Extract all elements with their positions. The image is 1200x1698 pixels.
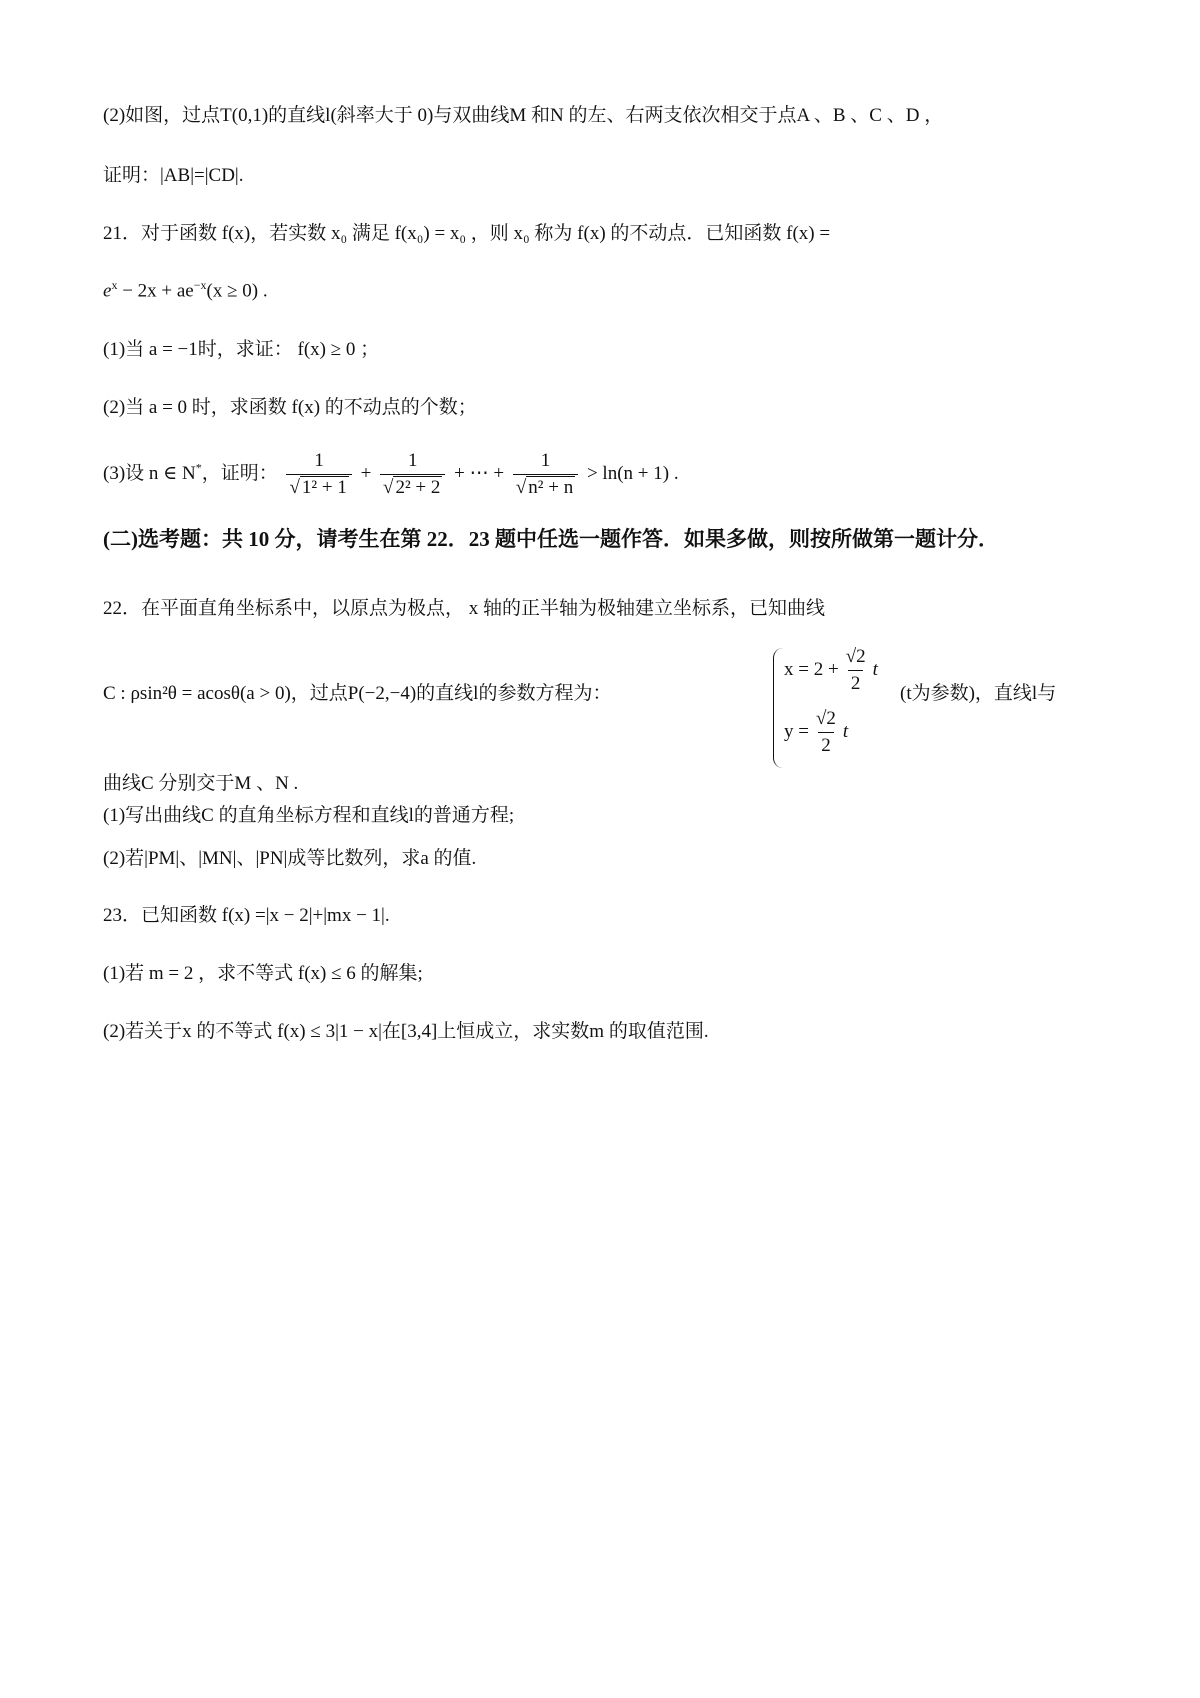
den: 1² + 1 xyxy=(301,477,347,498)
q22-line2-suffix: (t为参数)，直线l与 xyxy=(900,683,1057,704)
y-eq: y = xyxy=(784,720,809,742)
t: t xyxy=(872,658,878,680)
e: e xyxy=(103,280,112,302)
x-eq: x = 2 + xyxy=(784,658,839,680)
q20-part2-line1: (2)如图，过点T(0,1)的直线l(斜率大于 0)与双曲线M 和N 的左、右两支依次相交于点A 、B 、C 、D ， xyxy=(103,105,944,126)
exp1: x xyxy=(111,278,118,292)
q21-part1: (1)当 a = −1时，求证： f(x) ≥ 0 ； xyxy=(103,339,380,360)
exp2: −x xyxy=(193,278,207,292)
p3-mid: ，证明： xyxy=(201,462,278,484)
den: n² + n xyxy=(528,477,574,498)
t: t xyxy=(842,720,849,742)
termn: $\frac{1}{\text{√ n² + n}}$ xyxy=(513,450,578,499)
q22-part1: (1)写出曲线C 的直角坐标方程和直线l的普通方程; xyxy=(103,805,515,826)
num: √2 xyxy=(845,646,866,667)
q22-line2: C : ρsin²θ = acosθ(a > 0)，过点P(−2,−4)的直线l的参数方程为： xyxy=(103,683,612,704)
num: √2 xyxy=(815,708,836,729)
q22-line1: 22．在平面直角坐标系中，以原点为极点， x 轴的正半轴为极轴建立坐标系，已知曲线 xyxy=(103,598,826,619)
dots: + ⋯ + xyxy=(454,462,505,484)
q21-part3 xyxy=(103,450,679,499)
q21-stem-line1: 21．对于函数 f(x)，若实数 x₀ 满足 f(x₀) = x₀ ，则 x₀ 称为 f(x) 的不动点．已知函数 f(x) = xyxy=(103,223,831,244)
term1: $\frac{1}{\text{√ 1² + 1}}$ xyxy=(286,450,351,499)
mid: − 2x + ae xyxy=(117,280,194,302)
q22-part2: (2)若|PM|、|MN|、|PN|成等比数列，求a 的值. xyxy=(103,848,477,869)
num: 1 xyxy=(314,450,324,471)
q23-part1: (1)若 m = 2 ，求不等式 f(x) ≤ 6 的解集; xyxy=(103,963,423,984)
domain: (x ≥ 0) . xyxy=(206,280,268,302)
section-heading: (二)选考题：共 10 分，请考生在第 22．23 题中任选一题作答．如果多做，则按所做第一题计分． xyxy=(103,527,999,551)
p3-prefix: (3)设 n ∈ N xyxy=(103,462,196,484)
q23-stem: 23．已知函数 f(x) =|x − 2|+|mx − 1|. xyxy=(103,905,390,926)
p3-star: * xyxy=(195,460,202,475)
q21-part2: (2)当 a = 0 时，求函数 f(x) 的不动点的个数； xyxy=(103,397,477,418)
p3-suffix: > ln(n + 1) . xyxy=(586,462,679,484)
den: 2 xyxy=(818,732,834,757)
term2: $\frac{1}{\text{√ 2² + 2}}$ xyxy=(380,450,445,499)
den: 2² + 2 xyxy=(395,477,441,498)
param-system xyxy=(773,648,914,768)
plus: + xyxy=(360,462,372,484)
num: 1 xyxy=(540,450,551,471)
q21-stem-line2 xyxy=(103,278,268,302)
q23-part2: (2)若关于x 的不等式 f(x) ≤ 3|1 − x|在[3,4]上恒成立，求实数m 的取值范围. xyxy=(103,1021,709,1042)
den: 2 xyxy=(848,670,864,695)
q20-part2-line2: 证明：|AB|=|CD|. xyxy=(103,165,244,186)
q22-line3: 曲线C 分别交于M 、N . xyxy=(103,773,299,794)
num: 1 xyxy=(407,450,418,471)
